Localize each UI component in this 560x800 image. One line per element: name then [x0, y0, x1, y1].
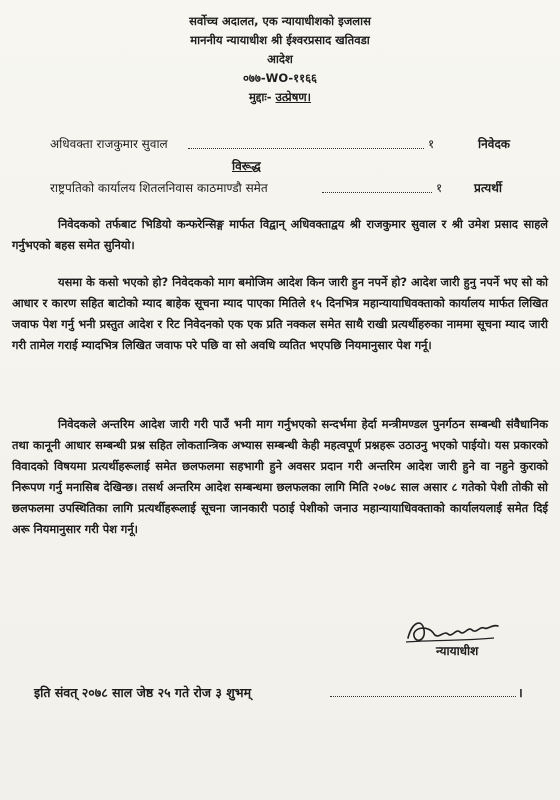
date-line: इति संवत् २०७८ साल जेष्ठ २५ गते रोज ३ शुभम्: [34, 685, 252, 700]
respondent-number: १: [436, 181, 443, 195]
respondent-role: प्रत्यर्थी: [474, 181, 503, 195]
judge-name-line: माननीय न्यायाधीश श्री ईश्वरप्रसाद खतिवडा: [190, 33, 370, 47]
case-type: उत्प्रेषण।: [275, 90, 312, 104]
case-type-label: मुद्दाः-: [248, 90, 272, 104]
respondent-name: राष्ट्रपतिको कार्यालय शितलनिवास काठमाण्डौ समेत: [50, 181, 268, 195]
court-title: सर्वोच्च अदालत, एक न्यायाधीशको इजलास: [189, 14, 371, 28]
petitioner-role: निवेदक: [478, 137, 511, 151]
date-line-dots: [330, 696, 516, 697]
paragraph-interim-order: निवेदकले अन्तरिम आदेश जारी गरी पाउँ भनी माग गर्नुभएको सन्दर्भमा हेर्दा मन्त्रीमण्डल पुनर्गठन सम्बन्धी संवैधानिक तथा कानूनी आधार सम्बन्धी प्रश्न सहित लोकतान्त्रिक अभ्यास सम्बन्धी केही महत्वपूर्ण प्रश्नहरू उठाउनु भएको पाईयो। यस प्रकारको विवादको विषयमा प्रत्यर्थीहरूलाई समेत छलफलमा सहभागी हुने अवसर प्रदान गरी अन्तरिम आदेश जारी हुने वा नहुने कुराको निरूपण गर्नु मनासिब देखिन्छ। तसर्थ अन्तरिम आदेश सम्बन्धमा छलफलका लागि मिति २०७८ साल असार ८ गतेको पेशी तोकी सो छलफलमा उपस्थितिका लागि प्रत्यर्थीहरूलाई सूचना जानकारी पठाई पेशीको जनाउ महान्यायाधिवक्ताको कार्यालयलाई समेत दिई अरू नियमानुसार गरी पेश गर्नू।: [12, 417, 548, 536]
petitioner-name: अधिवक्ता राजकुमार सुवाल: [50, 137, 168, 151]
judge-title: न्यायाधीश: [436, 644, 479, 658]
case-number: ०७७-WO-११६६: [242, 71, 318, 85]
date-line-end-mark: ।: [518, 685, 523, 700]
order-heading: आदेश: [267, 52, 293, 66]
versus-label: विरूद्ध: [232, 159, 261, 173]
petitioner-dots: [188, 136, 424, 149]
respondent-dots: [322, 180, 432, 193]
petitioner-number: १: [428, 137, 435, 151]
paragraph-show-cause: यसमा के कसो भएको हो? निवेदकको माग बमोजिम आदेश किन जारी हुन नपर्ने हो? आदेश जारी हुनु नपर्ने भए सो को आधार र कारण सहित बाटोको म्याद बाहेक सूचना म्याद पाएका मितिले १५ दिनभित्र महान्यायाधिवक्ताको कार्यालय मार्फत लिखित जवाफ पेश गर्नु भनी प्रस्तुत आदेश र रिट निवेदनको एक एक प्रति नक्कल समेत साथै राखी प्रत्यर्थीहरुका नाममा सूचना म्याद जारी गरी तामेल गराई म्यादभित्र लिखित जवाफ परे पछि वा सो अवधि व्यतित भएपछि नियमानुसार पेश गर्नू।: [12, 275, 548, 352]
case-type-line: [0, 88, 560, 107]
paragraph-hearing: निवेदकको तर्फबाट भिडियो कन्फरेन्सिङ्ग मार्फत विद्वान् अधिवक्ताद्वय श्री राजकुमार सुवाल र श्री उमेश प्रसाद साहले गर्नुभएको बहस समेत सुनियो।: [12, 217, 548, 252]
